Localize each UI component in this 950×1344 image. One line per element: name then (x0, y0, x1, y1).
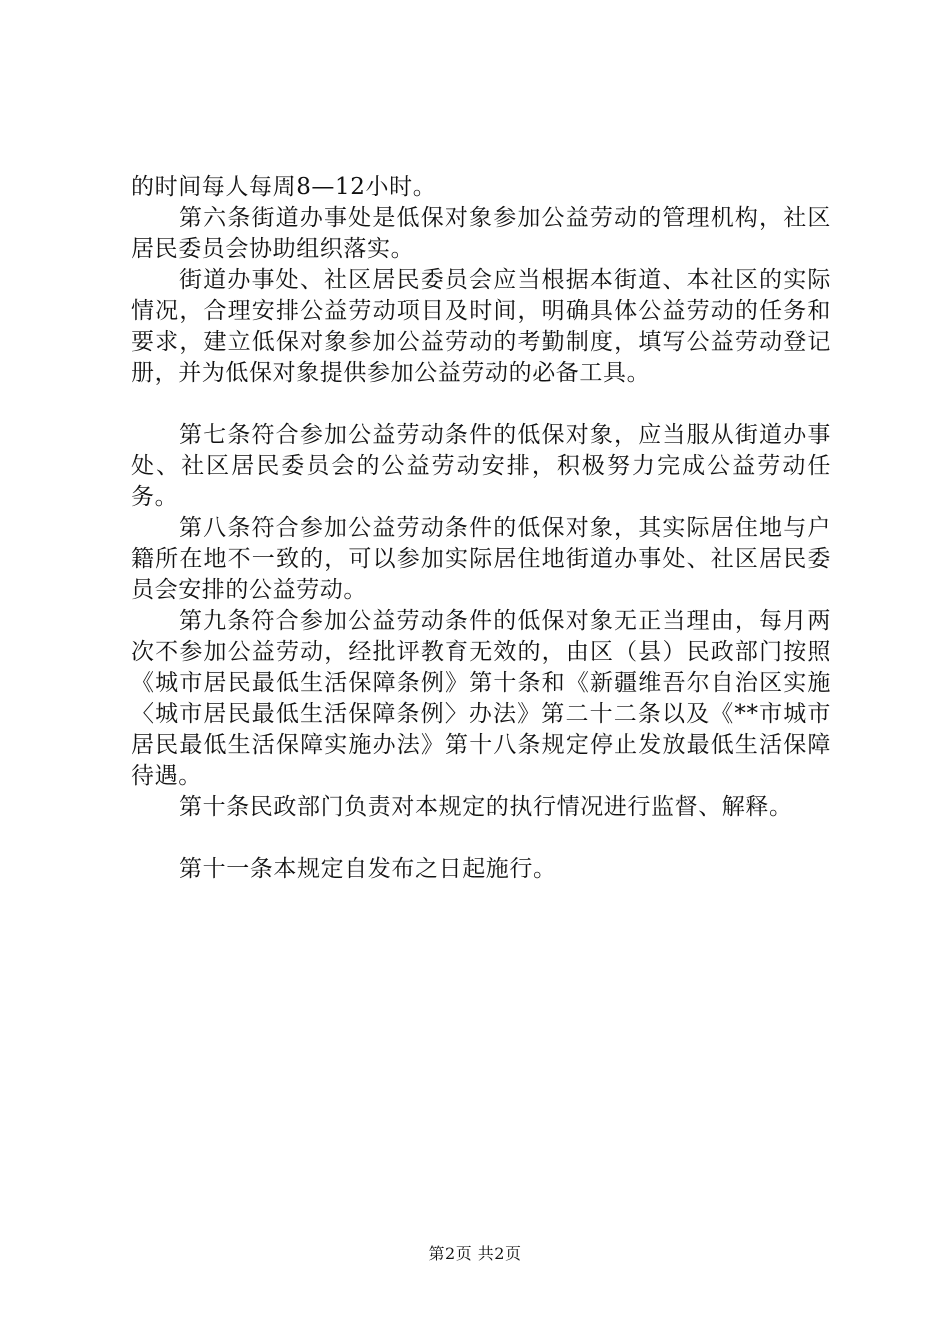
page-footer (0, 1244, 950, 1264)
paragraph-article-8: 第八条符合参加公益劳动条件的低保对象，其实际居住地与户籍所在地不一致的，可以参加实际居住地街道办事处、社区居民委员会安排的公益劳动。 (131, 515, 831, 603)
page-number-label: 第2页 共2页 (428, 1244, 522, 1263)
paragraph-continuation: 的时间每人每周8—12小时。 (131, 174, 437, 200)
paragraph-article-11: 第十一条本规定自发布之日起施行。 (179, 856, 557, 882)
paragraph-article-10: 第十条民政部门负责对本规定的执行情况进行监督、解释。 (179, 794, 793, 820)
paragraph-article-6-detail: 街道办事处、社区居民委员会应当根据本街道、本社区的实际情况，合理安排公益劳动项目及时间，明确具体公益劳动的任务和要求，建立低保对象参加公益劳动的考勤制度，填写公益劳动登记册，并为低保对象提供参加公益劳动的必备工具。 (131, 267, 831, 386)
document-body (131, 172, 831, 885)
paragraph-article-6: 第六条街道办事处是低保对象参加公益劳动的管理机构，社区居民委员会协助组织落实。 (131, 205, 831, 262)
paragraph-article-9: 第九条符合参加公益劳动条件的低保对象无正当理由，每月两次不参加公益劳动，经批评教育无效的，由区（县）民政部门按照《城市居民最低生活保障条例》第十条和《新疆维吾尔自治区实施〈城市居民最低生活保障条例〉办法》第二十二条以及《**市城市居民最低生活保障实施办法》第十八条规定停止发放最低生活保障待遇。 (131, 608, 831, 789)
paragraph-article-7: 第七条符合参加公益劳动条件的低保对象，应当服从街道办事处、社区居民委员会的公益劳动安排，积极努力完成公益劳动任务。 (131, 422, 831, 510)
